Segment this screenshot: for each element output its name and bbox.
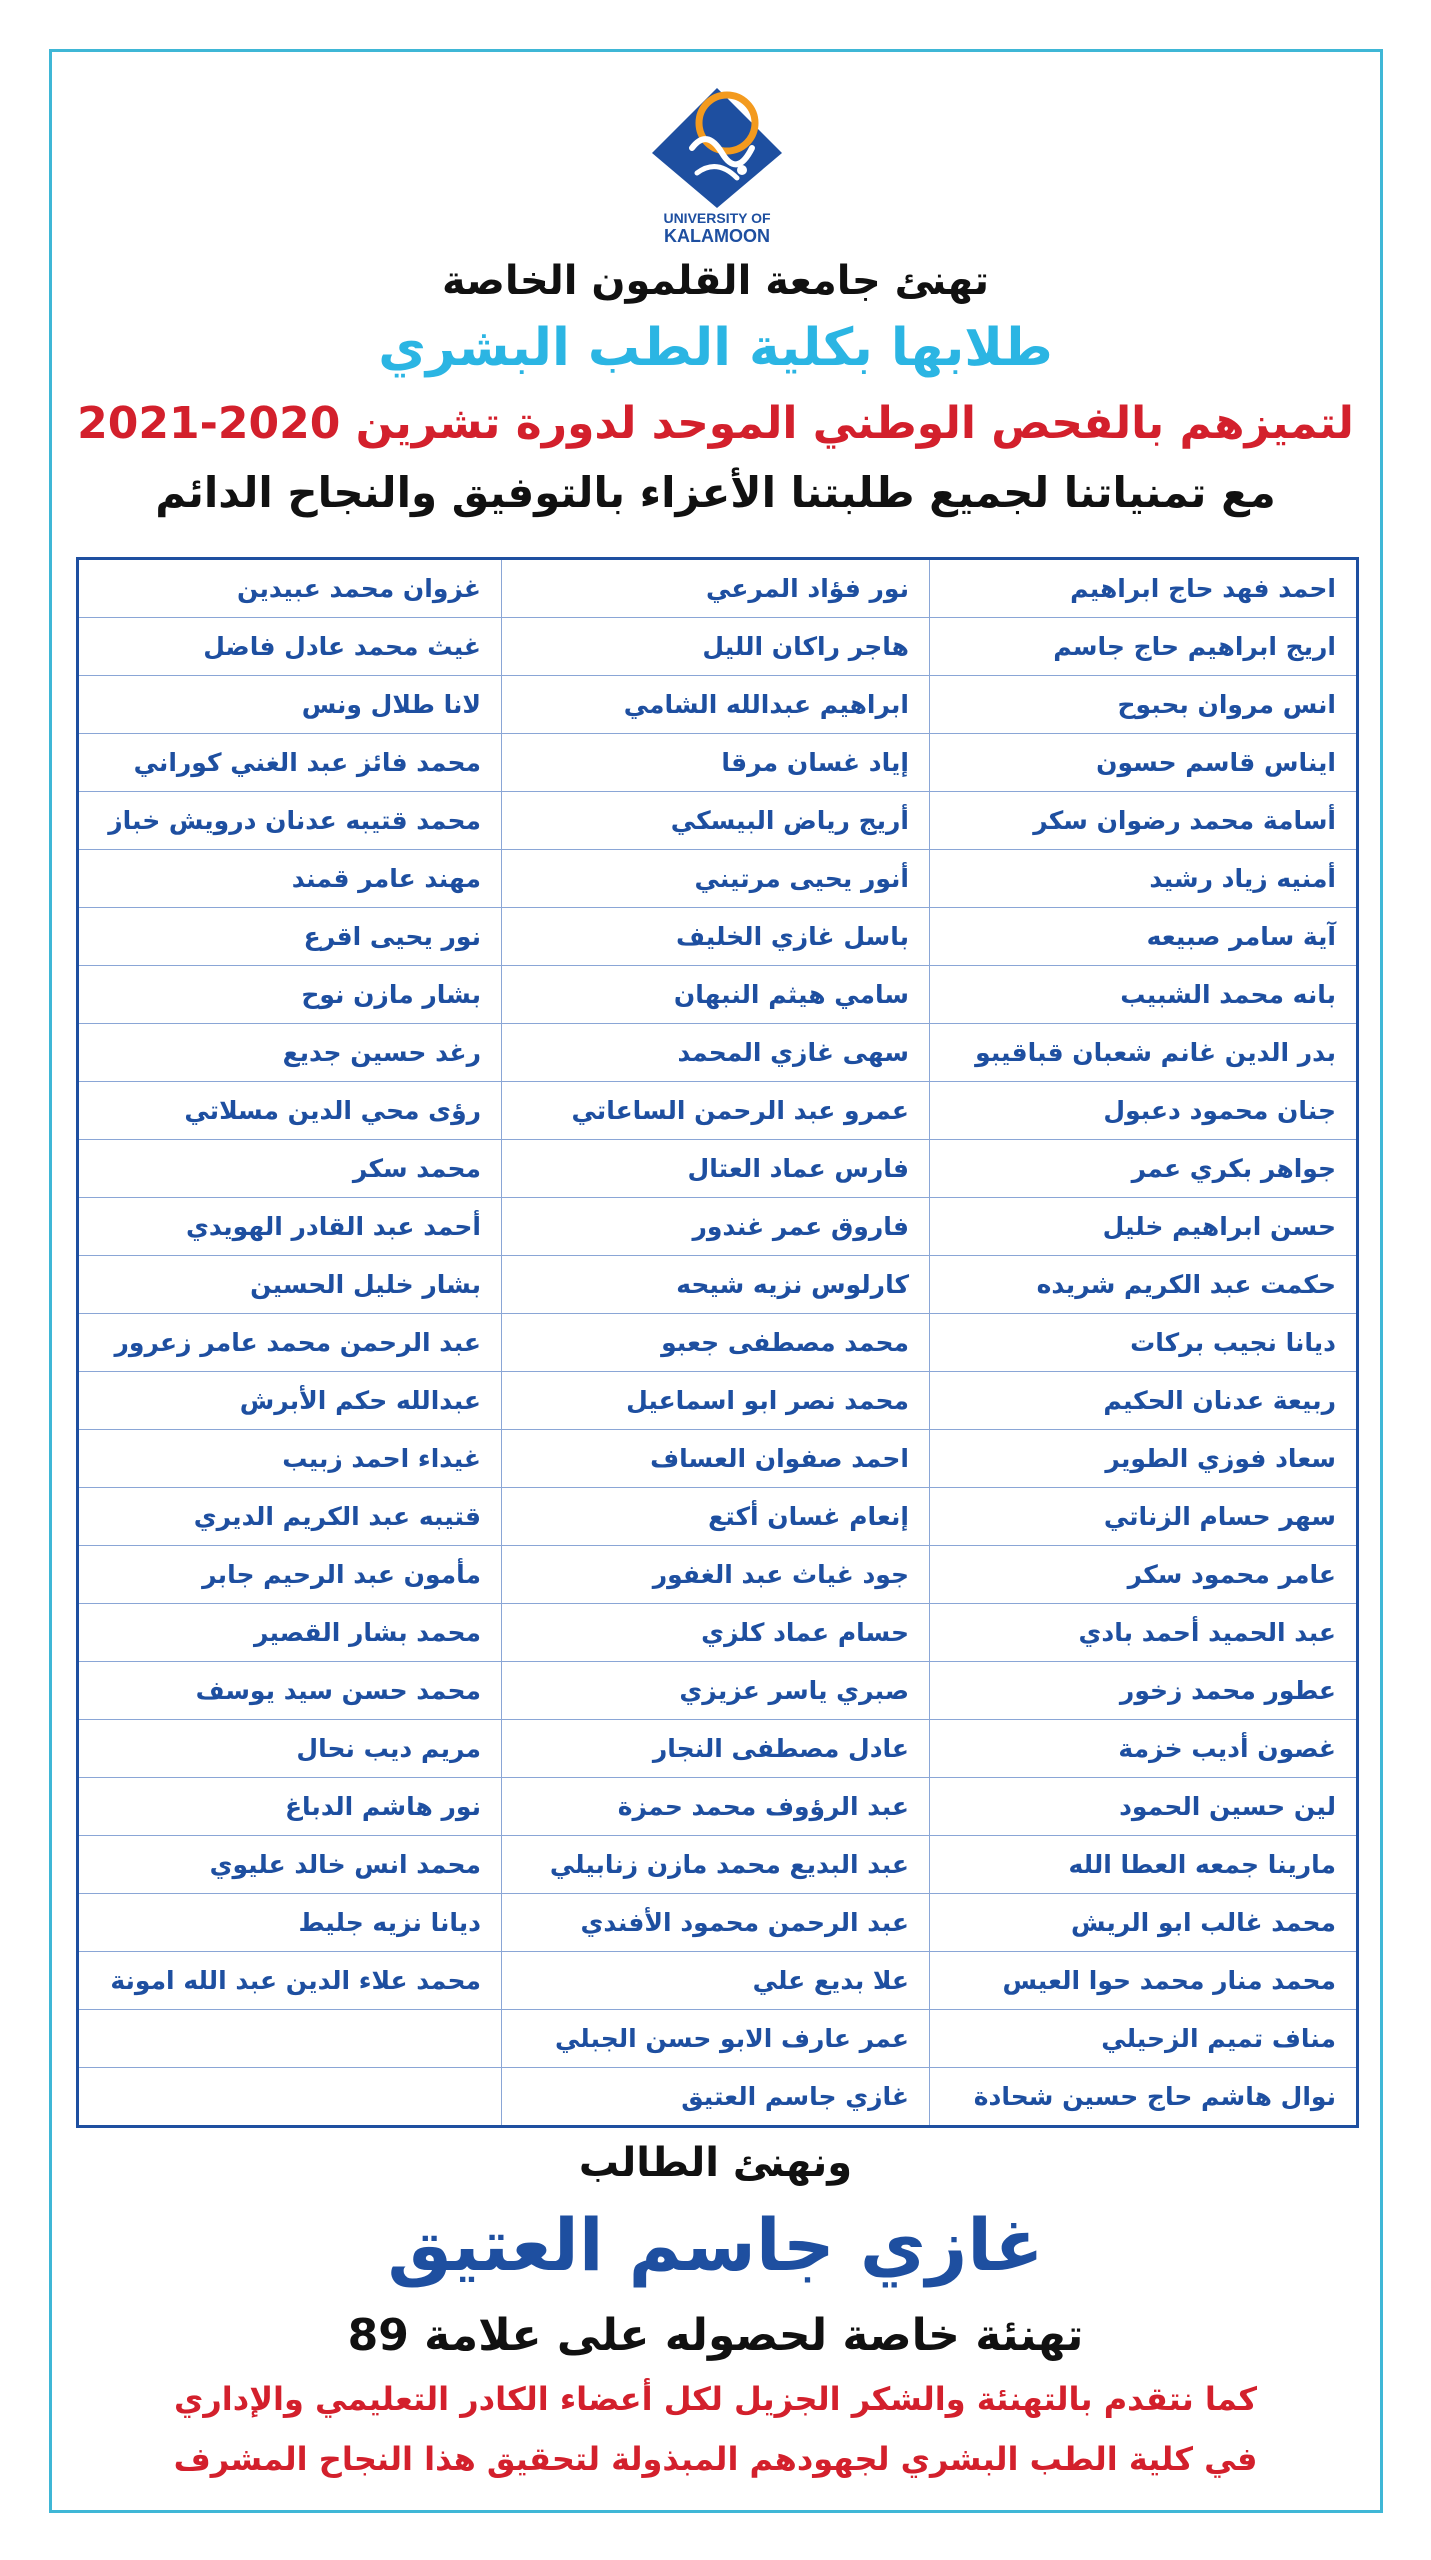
table-row	[78, 908, 1358, 966]
table-row	[78, 1256, 1358, 1314]
student-name-cell: سهر حسام الزناتي	[930, 1488, 1358, 1546]
student-name-cell: ديانا نجيب بركات	[930, 1314, 1358, 1372]
header-faculty-line: طلابها بكلية الطب البشري	[378, 318, 1053, 378]
footer-special-congrats: تهنئة خاصة لحصوله على علامة 89	[347, 2310, 1084, 2361]
student-name-cell: احمد صفوان العساف	[502, 1430, 930, 1488]
student-name-cell: ديانا نزيه جليط	[78, 1894, 502, 1952]
student-name-cell: عبد الرؤوف محمد حمزة	[502, 1778, 930, 1836]
table-row	[78, 559, 1358, 618]
footer-thanks-line-2: في كلية الطب البشري لجهودهم المبذولة لتحقيق هذا النجاح المشرف	[173, 2440, 1258, 2478]
student-name-cell: سامي هيثم النبهان	[502, 966, 930, 1024]
student-name-cell: محمد بشار القصير	[78, 1604, 502, 1662]
student-name-cell: مأمون عبد الرحيم جابر	[78, 1546, 502, 1604]
table-row	[78, 1372, 1358, 1430]
student-name-cell: باسل غازي الخليف	[502, 908, 930, 966]
table-row	[78, 1894, 1358, 1952]
table-row	[78, 792, 1358, 850]
table-row	[78, 1198, 1358, 1256]
table-row	[78, 1546, 1358, 1604]
student-name-cell: انس مروان بحبوح	[930, 676, 1358, 734]
table-row	[78, 1720, 1358, 1778]
student-name-cell: غيث محمد عادل فاضل	[78, 618, 502, 676]
student-name-cell: ايناس قاسم حسون	[930, 734, 1358, 792]
student-name-cell: عبد الرحمن محمود الأفندي	[502, 1894, 930, 1952]
student-name-cell: بشار خليل الحسين	[78, 1256, 502, 1314]
table-row	[78, 1836, 1358, 1894]
table-row	[78, 1430, 1358, 1488]
student-name-cell: أحمد عبد القادر الهويدي	[78, 1198, 502, 1256]
student-name-cell: لين حسين الحمود	[930, 1778, 1358, 1836]
footer-top-student-name: غازي جاسم العتيق	[387, 2203, 1044, 2287]
student-name-cell: آية سامر صبيعه	[930, 908, 1358, 966]
student-name-cell: أمنيه زياد رشيد	[930, 850, 1358, 908]
footer-student-intro: ونهنئ الطالب	[578, 2140, 853, 2186]
student-name-cell: احمد فهد حاج ابراهيم	[930, 559, 1358, 618]
students-names-table	[76, 557, 1359, 2128]
student-name-cell: ابراهيم عبدالله الشامي	[502, 676, 930, 734]
student-name-cell: مناف تميم الزحيلي	[930, 2010, 1358, 2068]
student-name-cell: كارلوس نزيه شيحه	[502, 1256, 930, 1314]
student-name-cell: محمد قتيبه عدنان درويش خباز	[78, 792, 502, 850]
student-name-cell: عمر عارف الابو حسن الجبلي	[502, 2010, 930, 2068]
university-logo	[637, 78, 797, 248]
student-name-cell: محمد انس خالد عليوي	[78, 1836, 502, 1894]
header-congrats-line: تهنئ جامعة القلمون الخاصة	[441, 258, 989, 304]
table-row	[78, 734, 1358, 792]
header-wishes-line: مع تمنياتنا لجميع طلبتنا الأعزاء بالتوفيق والنجاح الدائم	[155, 468, 1276, 517]
table-row	[78, 1778, 1358, 1836]
table-row	[78, 2010, 1358, 2068]
student-name-cell: حسن ابراهيم خليل	[930, 1198, 1358, 1256]
student-name-cell: صبري ياسر عزيزي	[502, 1662, 930, 1720]
student-name-cell: جواهر بكري عمر	[930, 1140, 1358, 1198]
student-name-cell: غيداء احمد زبيب	[78, 1430, 502, 1488]
student-name-cell: مهند عامر قمند	[78, 850, 502, 908]
student-name-cell: نور يحيى اقرع	[78, 908, 502, 966]
student-name-cell: إياد غسان مرقا	[502, 734, 930, 792]
table-row	[78, 1952, 1358, 2010]
student-name-cell: جنان محمود دعبول	[930, 1082, 1358, 1140]
student-name-cell: فاروق عمر غندور	[502, 1198, 930, 1256]
student-name-cell: محمد نصر ابو اسماعيل	[502, 1372, 930, 1430]
table-row	[78, 850, 1358, 908]
student-name-cell: نوال هاشم حاج حسين شحادة	[930, 2068, 1358, 2127]
student-name-cell: بدر الدين غانم شعبان قباقيبو	[930, 1024, 1358, 1082]
table-row	[78, 1082, 1358, 1140]
student-name-cell: حسام عماد كلزي	[502, 1604, 930, 1662]
student-name-cell: عطور محمد زخور	[930, 1662, 1358, 1720]
student-name-cell: عمرو عبد الرحمن الساعاتي	[502, 1082, 930, 1140]
student-name-cell: لانا طلال ونس	[78, 676, 502, 734]
logo-text-kalamoon: KALAMOON	[664, 226, 770, 246]
student-name-cell: محمد منار محمد حوا العيس	[930, 1952, 1358, 2010]
table-row	[78, 1662, 1358, 1720]
student-name-cell: سهى غازي المحمد	[502, 1024, 930, 1082]
students-names-body	[78, 559, 1358, 2127]
student-name-cell	[78, 2068, 502, 2127]
logo-text-university: UNIVERSITY OF	[663, 210, 771, 226]
student-name-cell: محمد سكر	[78, 1140, 502, 1198]
student-name-cell: فارس عماد العتال	[502, 1140, 930, 1198]
table-row	[78, 1314, 1358, 1372]
table-row	[78, 618, 1358, 676]
table-row	[78, 676, 1358, 734]
logo-emblem-icon	[637, 78, 797, 208]
header-exam-line: لتميزهم بالفحص الوطني الموحد لدورة تشرين 2020-2021	[77, 398, 1354, 449]
student-name-cell: محمد غالب ابو الريش	[930, 1894, 1358, 1952]
student-name-cell: سعاد فوزي الطوير	[930, 1430, 1358, 1488]
student-name-cell: علا بديع علي	[502, 1952, 930, 2010]
student-name-cell: عبد الرحمن محمد عامر زعرور	[78, 1314, 502, 1372]
table-row	[78, 1488, 1358, 1546]
table-row	[78, 1140, 1358, 1198]
student-name-cell: مريم ديب نحال	[78, 1720, 502, 1778]
student-name-cell: محمد فائز عبد الغني كوراني	[78, 734, 502, 792]
student-name-cell: ربيعة عدنان الحكيم	[930, 1372, 1358, 1430]
student-name-cell: عادل مصطفى النجار	[502, 1720, 930, 1778]
student-name-cell: أسامة محمد رضوان سكر	[930, 792, 1358, 850]
student-name-cell: رؤى محي الدين مسلاتي	[78, 1082, 502, 1140]
student-name-cell: أريج رياض البيسكي	[502, 792, 930, 850]
student-name-cell: نور فؤاد المرعي	[502, 559, 930, 618]
table-row	[78, 966, 1358, 1024]
table-row	[78, 1024, 1358, 1082]
student-name-cell: جود غياث عبد الغفور	[502, 1546, 930, 1604]
student-name-cell: محمد حسن سيد يوسف	[78, 1662, 502, 1720]
student-name-cell: عبد الحميد أحمد بادي	[930, 1604, 1358, 1662]
student-name-cell: بانه محمد الشبيب	[930, 966, 1358, 1024]
student-name-cell: غازي جاسم العتيق	[502, 2068, 930, 2127]
student-name-cell: مارينا جمعه العطا الله	[930, 1836, 1358, 1894]
student-name-cell: غزوان محمد عبيدين	[78, 559, 502, 618]
student-name-cell: عبدالله حكم الأبرش	[78, 1372, 502, 1430]
student-name-cell: هاجر راكان الليل	[502, 618, 930, 676]
student-name-cell: حكمت عبد الكريم شريده	[930, 1256, 1358, 1314]
table-row	[78, 1604, 1358, 1662]
student-name-cell: عبد البديع محمد مازن زنابيلي	[502, 1836, 930, 1894]
student-name-cell: بشار مازن نوح	[78, 966, 502, 1024]
table-row	[78, 2068, 1358, 2127]
student-name-cell: قتيبه عبد الكريم الديري	[78, 1488, 502, 1546]
student-name-cell: إنعام غسان أكتع	[502, 1488, 930, 1546]
student-name-cell: محمد علاء الدين عبد الله امونة	[78, 1952, 502, 2010]
student-name-cell	[78, 2010, 502, 2068]
student-name-cell: محمد مصطفى جعبو	[502, 1314, 930, 1372]
student-name-cell: نور هاشم الدباغ	[78, 1778, 502, 1836]
student-name-cell: رغد حسين جديع	[78, 1024, 502, 1082]
student-name-cell: غصون أديب خزمة	[930, 1720, 1358, 1778]
student-name-cell: عامر محمود سكر	[930, 1546, 1358, 1604]
student-name-cell: اريج ابراهيم حاج جاسم	[930, 618, 1358, 676]
student-name-cell: أنور يحيى مرتيني	[502, 850, 930, 908]
footer-thanks-line: كما نتقدم بالتهنئة والشكر الجزيل لكل أعضاء الكادر التعليمي والإداري	[174, 2380, 1257, 2418]
